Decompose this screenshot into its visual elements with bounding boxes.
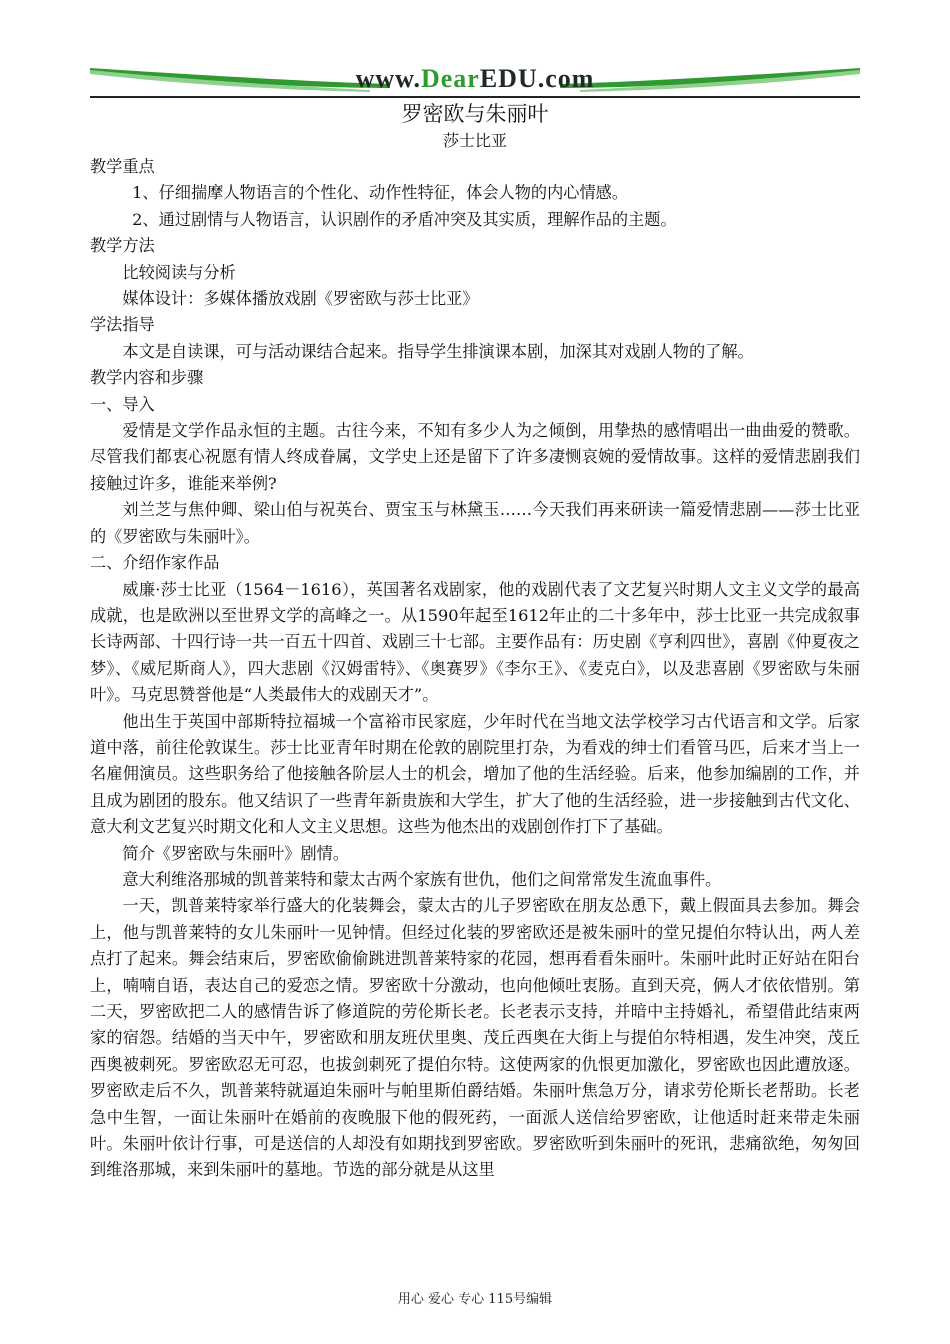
section-heading-focus: 教学重点	[90, 157, 155, 176]
guide-text: 本文是自读课，可与活动课结合起来。指导学生排演课本剧，加深其对戏剧人物的了解。	[122, 341, 754, 361]
document-body	[90, 154, 860, 1184]
author-paragraph-1: 威廉·莎士比亚（1564－1616），英国著名戏剧家，他的戏剧代表了文艺复兴时期人文主义文学的最高成就，也是欧洲以至世界文学的高峰之一。从1590年起至1612年止的二十多年中，莎士比亚一共完成叙事长诗两部、十四行诗一共一百五十四首、戏剧三十七部。主要作品有：历史剧《亨利四世》，喜剧《仲夏夜之梦》、《威尼斯商人》，四大悲剧《汉姆雷特》、《奥赛罗》《李尔王》、《麦克白》，以及悲喜剧《罗密欧与朱丽叶》。马克思赞誉他是“人类最伟大的戏剧天才”。	[90, 579, 860, 705]
plot-paragraph-1: 意大利维洛那城的凯普莱特和蒙太古两个家族有世仇，他们之间常常发生流血事件。	[122, 869, 722, 889]
document-title: 罗密欧与朱丽叶	[401, 102, 549, 126]
section-heading-guide: 学法指导	[90, 315, 155, 335]
logo-suffix: .com	[537, 64, 595, 93]
author-paragraph-2: 他出生于英国中部斯特拉福城一个富裕市民家庭，少年时代在当地文法学校学习古代语言和文学。后家道中落，前往伦敦谋生。莎士比亚青年时期在伦敦的剧院里打杂，为看戏的绅士们看管马匹，后来才当上一名雇佣演员。这些职务给了他接触各阶层人士的机会，增加了他的生活经验。后来，他参加编剧的工作，并且成为剧团的股东。他又结识了一些青年新贵族和大学生，扩大了他的生活经验，进一步接触到古代文化、意大利文艺复兴时期文化和人文主义思想。这些为他杰出的戏剧创作打下了基础。	[90, 711, 860, 837]
focus-item-1: 1、仔细揣摩人物语言的个性化、动作性特征，体会人物的内心情感。	[132, 183, 629, 203]
logo-prefix: www.	[355, 64, 421, 93]
logo-brand-dear: Dear	[420, 64, 480, 93]
page-footer: 用心 爱心 专心 115号编辑	[397, 1292, 553, 1307]
method-item-1: 比较阅读与分析	[122, 262, 236, 282]
method-item-2: 媒体设计：多媒体播放戏剧《罗密欧与莎士比亚》	[122, 289, 479, 309]
plot-heading: 简介《罗密欧与朱丽叶》剧情。	[122, 843, 350, 863]
section-heading-method: 教学方法	[90, 236, 155, 256]
intro-paragraph-2: 刘兰芝与焦仲卿、梁山伯与祝英台、贾宝玉与林黛玉……今天我们再来研读一篇爱情悲剧——莎士比亚的《罗密欧与朱丽叶》。	[90, 500, 860, 546]
focus-item-2: 2、通过剧情与人物语言，认识剧作的矛盾冲突及其实质，理解作品的主题。	[132, 209, 677, 229]
site-logo[interactable]	[90, 64, 860, 94]
document-author: 莎士比亚	[442, 131, 507, 150]
intro-paragraph-1: 爱情是文学作品永恒的主题。古往今来，不知有多少人为之倾倒，用挚热的感情唱出一曲曲爱的赞歌。尽管我们都衷心祝愿有情人终成眷属，文学史上还是留下了许多凄恻哀婉的爱情故事。这样的爱情悲剧我们接触过许多，谁能来举例?	[90, 421, 860, 493]
logo-brand-edu: EDU	[479, 64, 538, 93]
section-heading-steps: 教学内容和步骤	[90, 368, 204, 388]
site-header-banner	[90, 62, 860, 102]
plot-paragraph-2: 一天，凯普莱特家举行盛大的化装舞会，蒙太古的儿子罗密欧在朋友怂恿下，戴上假面具去参加。舞会上，他与凯普莱特的女儿朱丽叶一见钟情。但经过化装的罗密欧还是被朱丽叶的堂兄提伯尔特认出，两人差点打了起来。舞会结束后，罗密欧偷偷跳进凯普莱特家的花园，想再看看朱丽叶。朱丽叶此时正好站在阳台上，喃喃自语，表达自己的爱恋之情。罗密欧十分激动，也向他倾吐衷肠。直到天亮，俩人才依依惜别。第二天，罗密欧把二人的感情告诉了修道院的劳伦斯长老。长老表示支持，并暗中主持婚礼，希望借此结束两家的宿怨。结婚的当天中午，罗密欧和朋友班伏里奥、茂丘西奥在大街上与提伯尔特相遇，发生冲突，茂丘西奥被刺死。罗密欧忍无可忍，也拔剑刺死了提伯尔特。这使两家的仇恨更加激化，罗密欧也因此遭放逐。罗密欧走后不久，凯普莱特就逼迫朱丽叶与帕里斯伯爵结婚。朱丽叶焦急万分，请求劳伦斯长老帮助。长老急中生智，一面让朱丽叶在婚前的夜晚服下他的假死药，一面派人送信给罗密欧，让他适时赶来带走朱丽叶。朱丽叶依计行事，可是送信的人却没有如期找到罗密欧。罗密欧听到朱丽叶的死讯，悲痛欲绝，匆匆回到维洛那城，来到朱丽叶的墓地。节选的部分就是从这里	[90, 896, 860, 1180]
section-heading-author: 二、介绍作家作品	[90, 553, 220, 573]
section-heading-intro: 一、导入	[90, 394, 155, 414]
